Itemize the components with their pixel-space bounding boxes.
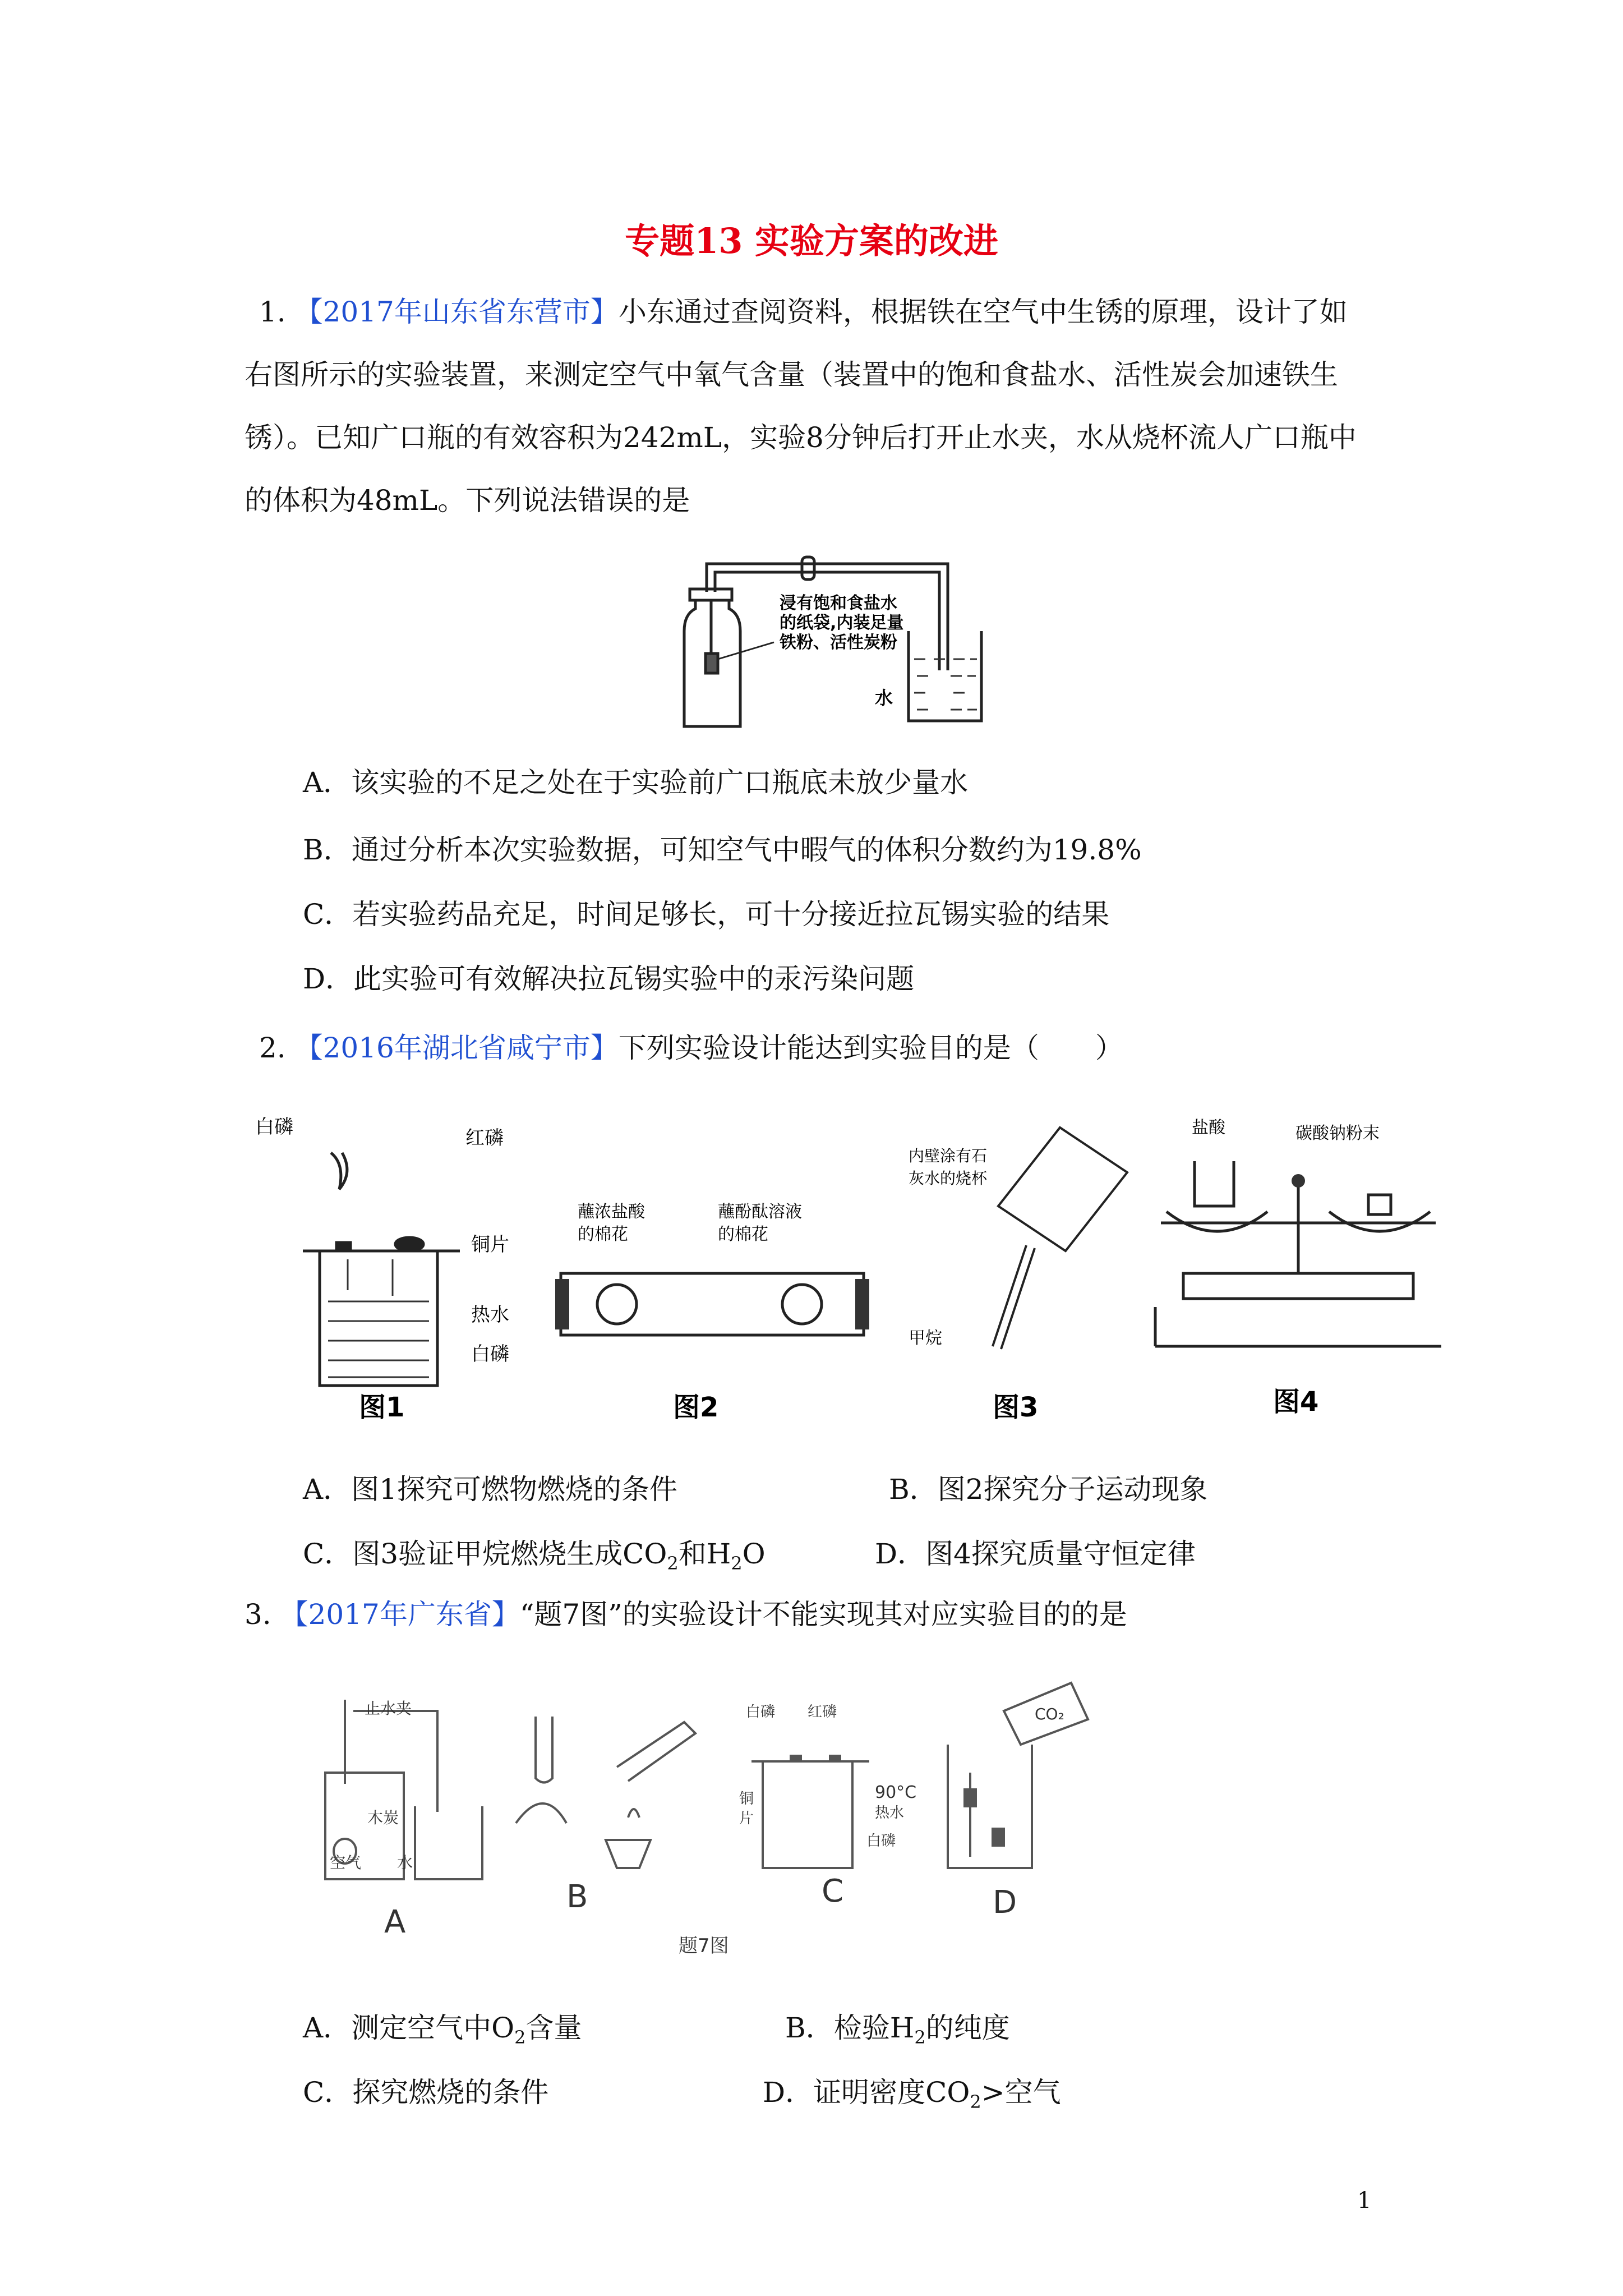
q1-option-d: D．此实验可有效解决拉瓦锡实验中的汞污染问题 bbox=[303, 963, 915, 995]
q3-source: 【2017年广东省】 bbox=[280, 1598, 520, 1631]
q2-figure-3-drawing bbox=[897, 1111, 1138, 1425]
q3a-label-air: 空气 bbox=[330, 1853, 362, 1872]
q1-source: 【2017年山东省东营市】 bbox=[294, 296, 619, 328]
q2-option-b: B．图2探究分子运动现象 bbox=[889, 1473, 1208, 1506]
fig1-label-copper: 铜片 bbox=[471, 1234, 509, 1256]
q3-option-c: C．探究燃烧的条件 bbox=[303, 2076, 549, 2109]
q1-line-4: 的体积为48mL。下列说法错误的是 bbox=[245, 484, 690, 517]
q2-option-a: A．图1探究可燃物燃烧的条件 bbox=[303, 1473, 677, 1506]
q3c-label-copper-1: 铜 bbox=[739, 1791, 754, 1807]
q3a-label-charcoal: 木炭 bbox=[367, 1809, 399, 1827]
q3c-label-copper-2: 片 bbox=[739, 1810, 754, 1827]
q3b-caption: B bbox=[566, 1879, 588, 1915]
q2-option-c-sub-1: 2 bbox=[667, 1553, 679, 1574]
fig2-label-right-1: 蘸酚酞溶液 bbox=[718, 1202, 802, 1222]
q1-label-bag-2: 的纸袋,内装足量 bbox=[780, 613, 904, 633]
fig2-label-left-2: 的棉花 bbox=[578, 1225, 628, 1244]
q3-option-a bbox=[303, 2005, 582, 2048]
fig4-label-powder: 碳酸钠粉末 bbox=[1295, 1124, 1380, 1143]
q3-text: “题7图”的实验设计不能实现其对应实验目的的是 bbox=[519, 1598, 1127, 1631]
q1-number: 1. bbox=[259, 296, 286, 328]
q3-option-b-text-1: B．检验H bbox=[785, 2012, 915, 2044]
q3-option-d-sub: 2 bbox=[970, 2091, 981, 2113]
fig4-label-acid: 盐酸 bbox=[1192, 1118, 1225, 1138]
q3-option-d bbox=[763, 2070, 1061, 2113]
q2-figure-3 bbox=[897, 1111, 1138, 1425]
q3a-label-clip: 止水夹 bbox=[365, 1699, 412, 1718]
q2-figure-2 bbox=[550, 1200, 875, 1425]
q2-figure-1 bbox=[247, 1111, 527, 1425]
q3-figure bbox=[303, 1677, 1144, 1969]
q2-option-d: D．图4探究质量守恒定律 bbox=[875, 1538, 1196, 1570]
q2-figure-2-drawing bbox=[550, 1200, 875, 1425]
q3-number: 3. bbox=[245, 1598, 271, 1631]
page-number: 1 bbox=[1357, 2188, 1372, 2214]
q3-option-a-sub: 2 bbox=[514, 2027, 526, 2048]
q3-option-a-text-1: A．测定空气中O bbox=[303, 2012, 515, 2044]
fig2-caption: 图2 bbox=[673, 1392, 719, 1423]
q1-option-c: C．若实验药品充足，时间足够长，可十分接近拉瓦锡实验的结果 bbox=[303, 898, 1110, 931]
q2-option-c-sub-2: 2 bbox=[731, 1553, 743, 1574]
q2-option-c bbox=[303, 1531, 766, 1574]
q3d-caption: D bbox=[993, 1884, 1017, 1921]
q1-apparatus-drawing bbox=[662, 547, 998, 738]
q2-source: 【2016年湖北省咸宁市】 bbox=[294, 1032, 619, 1064]
q1-label-water: 水 bbox=[875, 687, 893, 708]
q1-line-2: 右图所示的实验装置，来测定空气中氧气含量（装置中的饱和食盐水、活性炭会加速铁生 bbox=[245, 358, 1338, 391]
q3c-label-temp: 90°C bbox=[875, 1783, 917, 1802]
q2-option-c-text-3: O bbox=[742, 1538, 766, 1570]
q3-figure-caption: 题7图 bbox=[679, 1935, 729, 1957]
q2-figure-1-drawing bbox=[247, 1111, 527, 1425]
q2-number: 2. bbox=[259, 1032, 286, 1064]
q2-figure-4-drawing bbox=[1150, 1105, 1447, 1425]
q3c-label-white: 白磷 bbox=[746, 1704, 776, 1720]
q3c-caption: C bbox=[822, 1873, 844, 1910]
q1-text-1: 小东通过查阅资料，根据铁在空气中生锈的原理，设计了如 bbox=[618, 296, 1348, 328]
fig1-label-white-phosphorus-2: 白磷 bbox=[471, 1343, 509, 1365]
page-title: 专题13 实验方案的改进 bbox=[625, 220, 998, 261]
q2-line-1 bbox=[259, 1016, 1123, 1079]
q3-figure-drawing bbox=[303, 1677, 1144, 1969]
fig1-caption: 图1 bbox=[359, 1392, 405, 1423]
q3a-caption: A bbox=[384, 1904, 406, 1940]
fig3-caption: 图3 bbox=[993, 1392, 1039, 1423]
q3-option-b-text-2: 的纯度 bbox=[925, 2012, 1010, 2044]
q3c-label-hot-water: 热水 bbox=[875, 1805, 905, 1821]
q3-option-d-text-2: >空气 bbox=[981, 2076, 1061, 2109]
q3-option-b-sub: 2 bbox=[914, 2027, 926, 2048]
q2-text: 下列实验设计能达到实验目的是（ ） bbox=[618, 1032, 1123, 1064]
fig1-label-hot-water: 热水 bbox=[471, 1304, 509, 1326]
fig3-label-methane: 甲烷 bbox=[909, 1328, 942, 1348]
fig3-label-1: 内壁涂有石 bbox=[909, 1147, 988, 1165]
q3a-label-water: 水 bbox=[397, 1853, 413, 1872]
q3-option-a-text-2: 含量 bbox=[525, 2012, 582, 2044]
q3d-label-co2: CO₂ bbox=[1035, 1705, 1064, 1723]
q2-figure-4 bbox=[1150, 1105, 1447, 1425]
fig3-label-2: 灰水的烧杯 bbox=[909, 1169, 988, 1188]
q1-line-1 bbox=[259, 280, 1348, 343]
q1-option-a: A．该实验的不足之处在于实验前广口瓶底未放少量水 bbox=[303, 766, 969, 799]
q3-option-d-text-1: D．证明密度CO bbox=[763, 2076, 970, 2109]
q3-option-b bbox=[785, 2005, 1010, 2048]
q1-option-b: B．通过分析本次实验数据，可知空气中暇气的体积分数约为19.8% bbox=[303, 834, 1142, 866]
q1-line-3: 锈）。已知广口瓶的有效容积为242mL，实验8分钟后打开止水夹，水从烧杯流人广口瓶中 bbox=[245, 421, 1357, 454]
q1-label-bag-1: 浸有饱和食盐水 bbox=[780, 593, 897, 613]
fig1-label-red-phosphorus: 红磷 bbox=[465, 1127, 504, 1149]
fig2-label-right-2: 的棉花 bbox=[718, 1225, 768, 1244]
q3c-label-white-2: 白磷 bbox=[866, 1833, 896, 1849]
fig1-label-white-phosphorus: 白磷 bbox=[255, 1116, 293, 1138]
fig4-caption: 图4 bbox=[1273, 1386, 1319, 1418]
q3-line-1 bbox=[245, 1583, 1127, 1646]
q2-option-c-text-2: 和H bbox=[678, 1538, 731, 1570]
q1-apparatus-figure bbox=[662, 547, 998, 738]
q2-option-c-text-1: C．图3验证甲烷燃烧生成CO bbox=[303, 1538, 667, 1570]
q1-label-bag-3: 铁粉、活性炭粉 bbox=[780, 633, 897, 652]
fig2-label-left-1: 蘸浓盐酸 bbox=[578, 1202, 645, 1222]
q3c-label-red: 红磷 bbox=[808, 1704, 837, 1720]
